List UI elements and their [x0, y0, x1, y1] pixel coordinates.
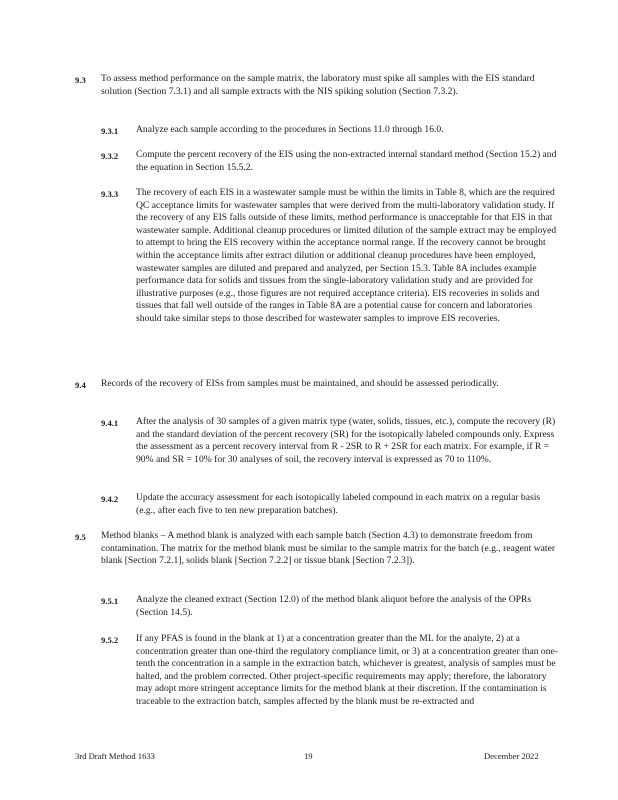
section-text: Compute the percent recovery of the EIS using the non-extracted internal standard method (Section 15.2) and the equation in Section 15.5.2.: [136, 149, 557, 173]
footer-page-number: 19: [304, 751, 313, 761]
section-number: 9.5: [75, 532, 86, 542]
section-text: Update the accuracy assessment for each isotopically labeled compound in each matrix on a regular basis (e.g., after each five to ten new preparation batches).: [136, 492, 541, 516]
section-text: Analyze each sample according to the procedures in Sections 11.0 through 16.0.: [136, 124, 444, 135]
section-number: 9.3: [75, 75, 86, 85]
footer-document-title: 3rd Draft Method 1633: [75, 751, 155, 761]
section-number: 9.4: [75, 380, 86, 390]
section-number: 9.5.1: [101, 596, 119, 606]
section-number: 9.3.3: [101, 189, 119, 199]
section-number: 9.3.1: [101, 126, 119, 136]
section-text: After the analysis of 30 samples of a given matrix type (water, solids, tissues, etc.), compute the recovery (R) and the standard deviation of the percent recovery (SR) for the isotopically labeled compounds only. Express the assessment as a percent recovery interval from R - 2SR to R + 2SR for each matrix. For example, if R = 90% and SR = 10% for 30 analyses of soil, the recovery interval is expressed as 70 to 110%.: [136, 416, 556, 465]
footer-date: December 2022: [484, 751, 539, 761]
section-text: Analyze the cleaned extract (Section 12.0) of the method blank aliquot before the analysis of the OPRs (Section 14.5).: [136, 594, 532, 618]
section-text: To assess method performance on the sample matrix, the laboratory must spike all samples with the EIS standard solution (Section 7.3.1) and all sample extracts with the NIS spiking solution (Section 7.3.2).: [101, 73, 535, 97]
section-text: The recovery of each EIS in a wastewater sample must be within the limits in Table 8, which are the required QC acceptance limits for wastewater samples that were derived from the multi-laboratory validation study. If the recovery of any EIS falls outside of these limits, method performance is unacceptable for that EIS in that wastewater sample. Additional cleanup procedures or limited dilution of the sample extract may be employed to attempt to bring the EIS recovery within the acceptance normal range. If the recovery cannot be brought within the acceptance limits after extract dilution or additional cleanup procedures have been employed, wastewater samples are diluted and prepared and analyzed, per Section 15.3. Table 8A includes example performance data for solids and tissues from the single-laboratory validation study and are provided for illustrative purposes (e.g., those figures are not required acceptance criteria). EIS recoveries in solids and tissues that fall well outside of the ranges in Table 8A are a potential cause for concern and laboratories should take similar steps to those described for wastewater samples to improve EIS recoveries.: [136, 187, 557, 324]
section-number: 9.4.2: [101, 494, 119, 504]
section-text: Records of the recovery of EISs from samples must be maintained, and should be assessed periodically.: [101, 378, 499, 389]
section-number: 9.5.2: [101, 635, 119, 645]
section-text: Method blanks – A method blank is analyzed with each sample batch (Section 4.3) to demonstrate freedom from contamination. The matrix for the method blank must be similar to the sample matrix for the batch (e.g., reagent water blank [Section 7.2.1], solids blank [Section 7.2.2] or tissue blank [Section 7.2.3]).: [101, 530, 556, 567]
section-text: If any PFAS is found in the blank at 1) at a concentration greater than the ML for the analyte, 2) at a concentration greater than one-third the regulatory compliance limit, or 3) at a concentration greater than one-tenth the concentration in a sample in the extraction batch, whichever is greatest, analysis of samples must be halted, and the problem corrected. Other project-specific requirements may apply; therefore, the laboratory may adopt more stringent acceptance limits for the method blank at their discretion. If the contamination is traceable to the extraction batch, samples affected by the blank must be re-extracted and: [136, 633, 558, 707]
section-number: 9.4.1: [101, 418, 119, 428]
section-number: 9.3.2: [101, 151, 119, 161]
